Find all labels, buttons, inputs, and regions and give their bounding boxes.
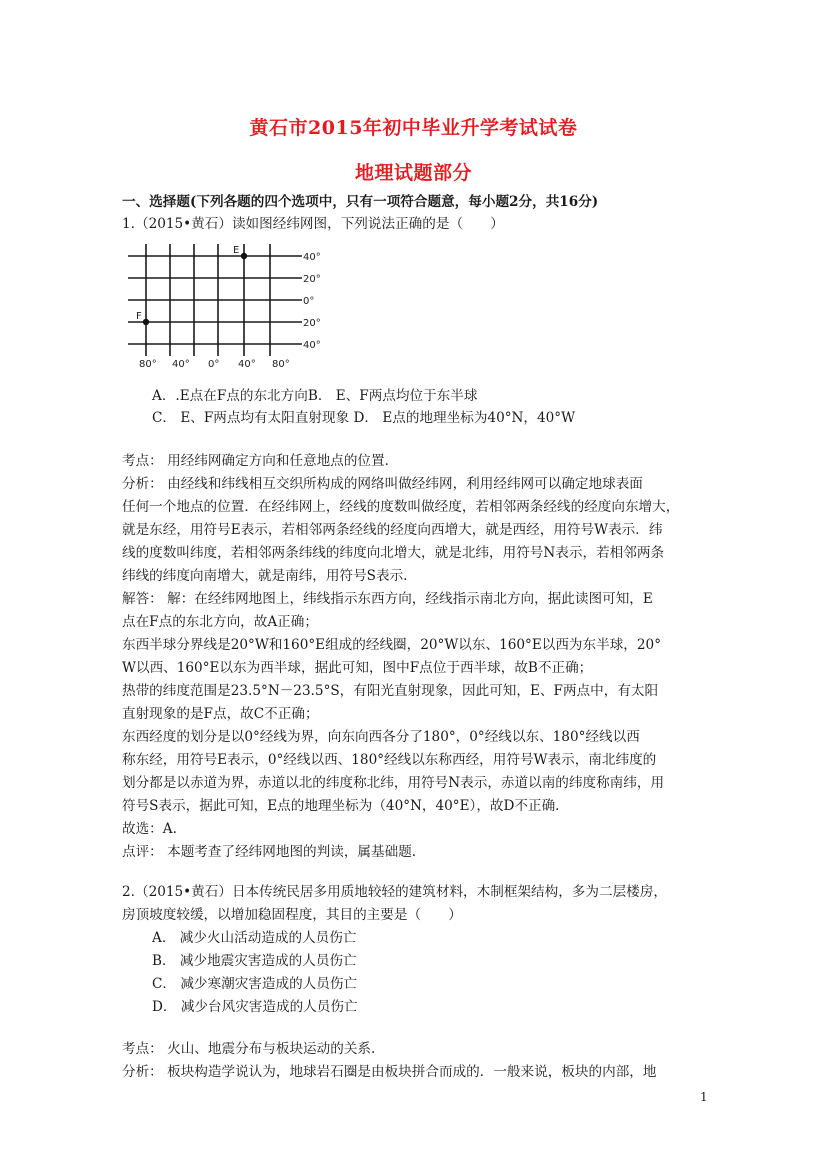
question-1-options-ab: A．.E点在F点的东北方向B． E、F两点均位于东半球 <box>152 388 478 404</box>
lat-label-3: 0° <box>303 296 315 307</box>
q1-line-9: 东西半球分界线是20°W和160°E组成的经线圈，20°W以东、160°E以西为东半球，20° <box>122 637 661 653</box>
question-2-option-a: A． 减少火山活动造成的人员伤亡 <box>152 930 357 946</box>
section-subtitle: 地理试题部分 <box>354 162 472 184</box>
q1-line-12: 直射现象的是F点，故C不正确； <box>122 706 319 722</box>
q1-line-5: 线的度数叫纬度，若相邻两条纬线的纬度向北增大，就是北纬，用符号N表示，若相邻两条 <box>122 545 665 561</box>
q1-line-14: 称东经，用符号E表示，0°经线以西、180°经线以东称西经，用符号W表示，南北纬度的 <box>122 752 657 768</box>
point-e-label: E <box>233 245 240 256</box>
grid-lines <box>128 244 302 356</box>
q1-line-18: 点评： 本题考查了经纬网地图的判读，属基础题. <box>122 844 417 860</box>
q1-line-11: 热带的纬度范围是23.5°N－23.5°S，有阳光直射现象，因此可知，E、F两点中，有太阳 <box>122 683 659 699</box>
point-e-marker <box>241 253 247 259</box>
exam-title: 黄石市2015年初中毕业升学考试试卷 <box>249 117 578 139</box>
question-2-option-c: C． 减少寒潮灾害造成的人员伤亡 <box>152 976 358 992</box>
lon-label-3: 0° <box>208 359 220 370</box>
question-1-stem: 1.（2015•黄石）读如图经纬网图，下列说法正确的是（ ） <box>122 216 504 232</box>
question-2-kaodian: 考点： 火山、地震分布与板块运动的关系. <box>122 1041 376 1057</box>
question-2-option-d: D． 减少台风灾害造成的人员伤亡 <box>152 999 358 1015</box>
lon-label-1: 80° <box>139 359 157 370</box>
question-2-fenxi: 分析： 板块构造学说认为，地球岩石圈是由板块拼合而成的．一般来说，板块的内部，地 <box>122 1064 657 1080</box>
q1-line-3: 任何一个地点的位置．在经纬网上，经线的度数叫做经度，若相邻两条经线的经度向东增大， <box>122 499 680 515</box>
lon-label-2: 40° <box>172 359 190 370</box>
q1-line-16: 符号S表示，据此可知，E点的地理坐标为（40°N，40°E），故D不正确. <box>122 798 560 814</box>
lat-label-5: 40° <box>303 340 321 351</box>
point-f-marker <box>143 319 149 325</box>
q1-line-4: 就是东经，用符号E表示，若相邻两条经线的经度向西增大，就是西经，用符号W表示．纬 <box>122 522 663 538</box>
q1-line-6: 纬线的纬度向南增大，就是南纬，用符号S表示. <box>122 568 408 584</box>
point-f-label: F <box>136 311 142 322</box>
question-1-options-cd: C． E、F两点均有太阳直射现象 D． E点的地理坐标为40°N，40°W <box>152 410 576 426</box>
lat-label-1: 40° <box>303 252 321 263</box>
lon-label-5: 80° <box>272 359 290 370</box>
q1-line-2: 分析： 由经线和纬线相互交织所构成的网络叫做经纬网，利用经纬网可以确定地球表面 <box>122 476 643 492</box>
lat-lon-grid-figure <box>122 238 332 370</box>
question-2-option-b: B． 减少地震灾害造成的人员伤亡 <box>152 953 357 969</box>
q1-line-8: 点在F点的东北方向，故A正确； <box>122 614 318 630</box>
question-2-stem-2: 房顶坡度较缓，以增加稳固程度，其目的主要是（ ） <box>122 907 462 923</box>
lat-label-2: 20° <box>303 274 321 285</box>
q1-line-7: 解答： 解：在经纬网地图上，纬线指示东西方向，经线指示南北方向，据此读图可知，E <box>122 591 653 607</box>
q1-line-17: 故选：A. <box>122 821 177 837</box>
question-2-stem-1: 2.（2015•黄石）日本传统民居多用质地较轻的建筑材料，木制框架结构，多为二层楼房， <box>122 884 667 900</box>
lat-label-4: 20° <box>303 318 321 329</box>
q1-line-13: 东西经度的划分是以0°经线为界，向东向西各分了180°，0°经线以东、180°经线以西 <box>122 729 640 745</box>
section-heading: 一、选择题(下列各题的四个选项中，只有一项符合题意，每小题2分，共16分) <box>122 194 599 210</box>
q1-line-15: 划分都是以赤道为界，赤道以北的纬度称北纬，用符号N表示，赤道以南的纬度称南纬，用 <box>122 775 665 791</box>
lon-label-4: 40° <box>238 359 256 370</box>
page-number: 1 <box>700 1090 708 1104</box>
q1-line-10: W以西、160°E以东为西半球，据此可知，图中F点位于西半球，故B不正确； <box>122 660 593 676</box>
q1-line-1: 考点： 用经纬网确定方向和任意地点的位置. <box>122 453 389 469</box>
